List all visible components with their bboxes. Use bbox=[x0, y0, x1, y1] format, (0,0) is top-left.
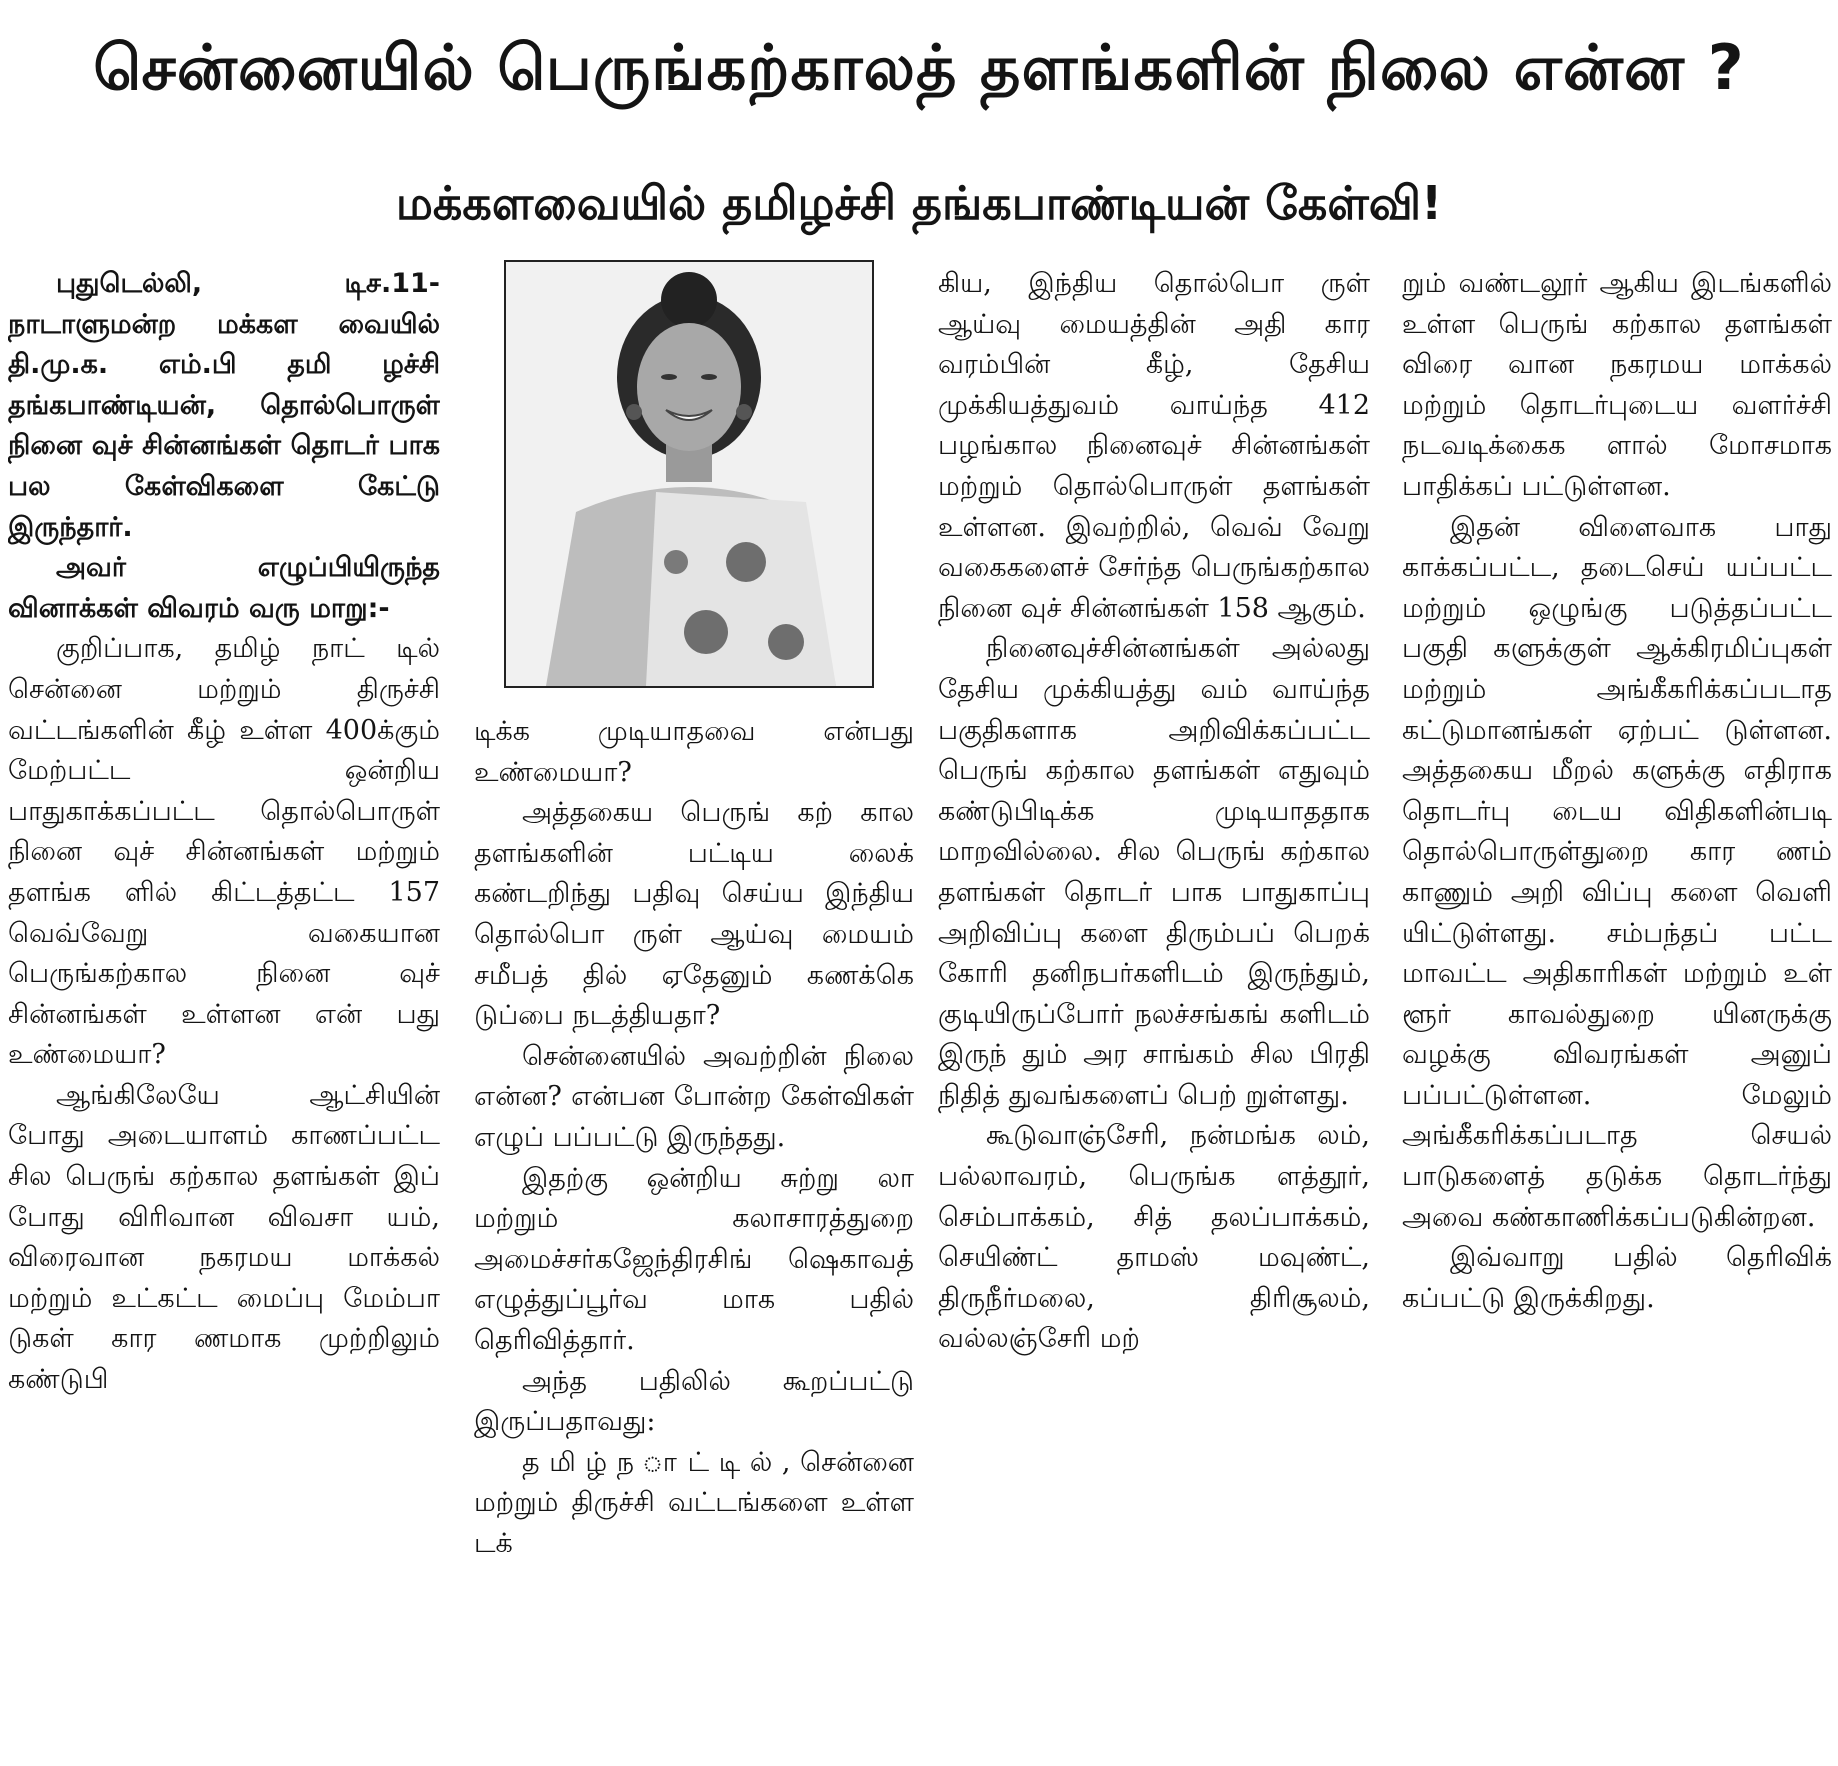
paragraph: ஆங்கிலேயே ஆட்சியின் போது அடையாளம் காணப்பட்ட சில பெருங் கற்கால தளங்கள் இப் போது விரிவான விவசா யம், விரைவான நகரமய மாக்கல் மற்றும் உட்கட்ட மைப்பு மேம்பா டுகள் கார ணமாக முற்றிலும் கண்டுபி bbox=[8, 1079, 440, 1396]
paragraph: றும் வண்டலூர் ஆகிய இடங்களில் உள்ள பெருங் கற்கால தளங்கள் விரை வான நகரமய மாக்கல் மற்றும் தொடர்புடைய வளர்ச்சி நடவடிக்கைக ளால் மோசமாக பாதிக்கப் பட்டுள்ளன. bbox=[1402, 268, 1832, 502]
portrait-illustration bbox=[506, 262, 872, 686]
headline: சென்னையில் பெருங்கற்காலத் தளங்களின் நிலை என்ன ? bbox=[93, 31, 1745, 104]
paragraph: அந்த பதிலில் கூறப்பட்டு இருப்பதாவது: bbox=[474, 1365, 914, 1438]
article-column-4 bbox=[1402, 264, 1832, 1764]
paragraph: கூடுவாஞ்சேரி, நன்மங்க லம், பல்லாவரம், பெருங்க ளத்தூர், செம்பாக்கம், சித் தலப்பாக்கம், செயிண்ட் தாமஸ் மவுண்ட், திருநீர்மலை, திரிசூலம், வல்லஞ்சேரி மற் bbox=[938, 1120, 1370, 1355]
portrait-photo bbox=[504, 260, 874, 688]
paragraph: இதற்கு ஒன்றிய சுற்று லா மற்றும் கலாசாரத்துறை அமைச்சர்கஜேந்திரசிங் ஷெகாவத் எழுத்துப்பூர்வ மாக பதில் தெரிவித்தார். bbox=[474, 1162, 914, 1356]
paragraph: அத்தகைய பெருங் கற் கால தளங்களின் பட்டிய லைக் கண்டறிந்து பதிவு செய்ய இந்திய தொல்பொ ருள் ஆய்வு மையம் சமீபத் தில் ஏதேனும் கணக்கெ டுப்பை நடத்தியதா? bbox=[474, 797, 914, 1032]
intro-paragraph: அவர் எழுப்பியிருந்த வினாக்கள் விவரம் வரு மாறு:- bbox=[8, 552, 440, 624]
paragraph: சென்னையில் அவற்றின் நிலை என்ன? என்பன போன்ற கேள்விகள் எழுப் பப்பட்டு இருந்தது. bbox=[474, 1040, 914, 1153]
article-column-3 bbox=[938, 264, 1370, 1764]
paragraph: நினைவுச்சின்னங்கள் அல்லது தேசிய முக்கியத்து வம் வாய்ந்த பகுதிகளாக அறிவிக்கப்பட்ட பெருங் கற்கால தளங்கள் எதுவும் கண்டுபிடிக்க முடியாததாக மாறவில்லை. சில பெருங் கற்கால தளங்கள் தொடர் பாக பாதுகாப்பு அறிவிப்பு களை திரும்பப் பெறக் கோரி தனிநபர்களிடம் இருந்தும், குடியிருப்போர் நலச்சங்கங் களிடம் இருந் தும் அர சாங்கம் சில பிரதி நிதித் துவங்களைப் பெற் றுள்ளது. bbox=[938, 633, 1370, 1111]
paragraph: டிக்க முடியாதவை என்பது உண்மையா? bbox=[474, 716, 914, 788]
paragraph: கிய, இந்திய தொல்பொ ருள் ஆய்வு மையத்தின் அதி கார வரம்பின் கீழ், தேசிய முக்கியத்துவம் வாய்ந்த 412 பழங்கால நினைவுச் சின்னங்கள் மற்றும் தொல்பொருள் தளங்கள் உள்ளன. இவற்றில், வெவ் வேறு வகைகளைச் சேர்ந்த பெருங்கற்கால நினை வுச் சின்னங்கள் 158 ஆகும். bbox=[938, 268, 1370, 624]
article-column-2 bbox=[474, 712, 914, 1764]
paragraph: த மி ழ் ந ா ட் டி ல் , சென்னை மற்றும் திருச்சி வட்டங்களை உள்ள டக் bbox=[474, 1446, 914, 1559]
article-column-1 bbox=[8, 264, 440, 1764]
subheadline: மக்களவையில் தமிழச்சி தங்கபாண்டியன் கேள்வி! bbox=[395, 176, 1443, 230]
paragraph: இவ்வாறு பதில் தெரிவிக் கப்பட்டு இருக்கிறது. bbox=[1402, 1242, 1832, 1314]
dateline-paragraph: புதுடெல்லி, டிச.11- நாடாளுமன்ற மக்கள வையில் தி.மு.க. எம்.பி தமி ழச்சி தங்கபாண்டியன், தொல்பொருள் நினை வுச் சின்னங்கள் தொடர் பாக பல கேள்விகளை கேட்டு இருந்தார். bbox=[8, 268, 440, 543]
paragraph: குறிப்பாக, தமிழ் நாட் டில் சென்னை மற்றும் திருச்சி வட்டங்களின் கீழ் உள்ள 400க்கும் மேற்பட்ட ஒன்றிய பாதுகாக்கப்பட்ட தொல்பொருள் நினை வுச் சின்னங்கள் மற்றும் தளங்க ளில் கிட்டத்தட்ட 157 வெவ்வேறு வகையான பெருங்கற்கால நினை வுச் சின்னங்கள் உள்ளன என் பது உண்மையா? bbox=[8, 633, 440, 1071]
paragraph: இதன் விளைவாக பாது காக்கப்பட்ட, தடைசெய் யப்பட்ட மற்றும் ஒழுங்கு படுத்தப்பட்ட பகுதி களுக்குள் ஆக்கிரமிப்புகள் மற்றும் அங்கீகரிக்கப்படாத கட்டுமானங்கள் ஏற்பட் டுள்ளன. அத்தகைய மீறல் களுக்கு எதிராக தொடர்பு டைய விதிகளின்படி தொல்பொருள்துறை கார ணம் காணும் அறி விப்பு களை வெளி யிட்டுள்ளது. சம்பந்தப் பட்ட மாவட்ட அதிகாரிகள் மற்றும் உள் ளூர் காவல்துறை யினருக்கு வழக்கு விவரங்கள் அனுப் பப்பட்டுள்ளன. மேலும் அங்கீகரிக்கப்படாத செயல் பாடுகளைத் தடுக்க தொடர்ந்து அவை கண்காணிக்கப்படுகின்றன. bbox=[1402, 511, 1832, 1233]
